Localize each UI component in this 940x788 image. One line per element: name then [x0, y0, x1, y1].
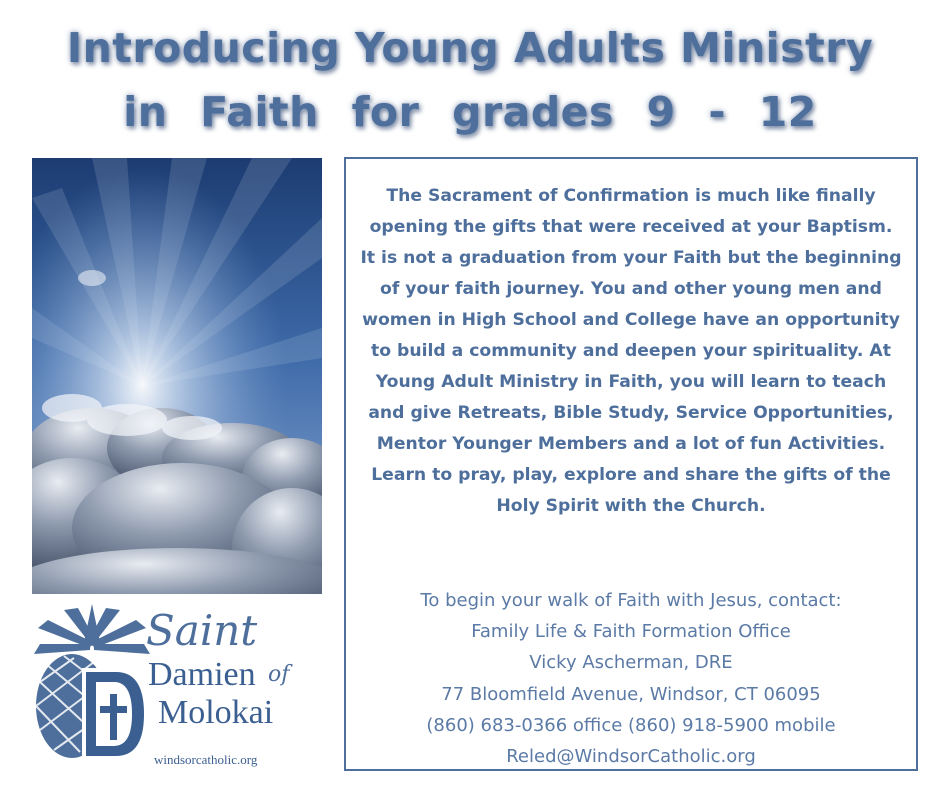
pineapple-cross-icon [34, 602, 152, 772]
parish-logo [34, 602, 334, 772]
page-title-line-1: Introducing Young Adults Ministry [66, 24, 874, 72]
contact-office: Family Life & Faith Formation Office [471, 621, 791, 643]
logo-molokai-text: Molokai [158, 694, 274, 731]
contact-address: 77 Bloomfield Avenue, Windsor, CT 06095 [441, 683, 821, 705]
description-box [344, 157, 918, 771]
contact-phones: (860) 683-0366 office (860) 918-5900 mobile [426, 714, 836, 736]
description-paragraph: The Sacrament of Confirmation is much like finally opening the gifts that were received at your Baptism. It is not a graduation from your Faith but the beginning of your faith journey. You and other young men and women in High School and College have an opportunity to build a community and deepen your spirituality. At Young Adult Ministry in Faith, you will learn to teach and give Retreats, Bible Study, Service Opportunities, Mentor Younger Members and a lot of fun Activities. Learn to pray, play, explore and share the gifts of the Holy Spirit with the Church. [360, 186, 902, 516]
contact-block [346, 585, 916, 772]
logo-of-text: of [268, 662, 290, 687]
contact-intro: To begin your walk of Faith with Jesus, contact: [420, 590, 842, 611]
sky-photo [32, 158, 322, 594]
contact-email[interactable]: Reled@WindsorCatholic.org [506, 746, 756, 768]
contact-person: Vicky Ascherman, DRE [529, 652, 733, 674]
page-title-line-2: in Faith for grades 9 - 12 [123, 88, 817, 136]
logo-website-link[interactable]: windsorcatholic.org [154, 752, 258, 767]
logo-damien-text: Damien [148, 656, 256, 693]
logo-saint-text: Saint [146, 606, 258, 655]
